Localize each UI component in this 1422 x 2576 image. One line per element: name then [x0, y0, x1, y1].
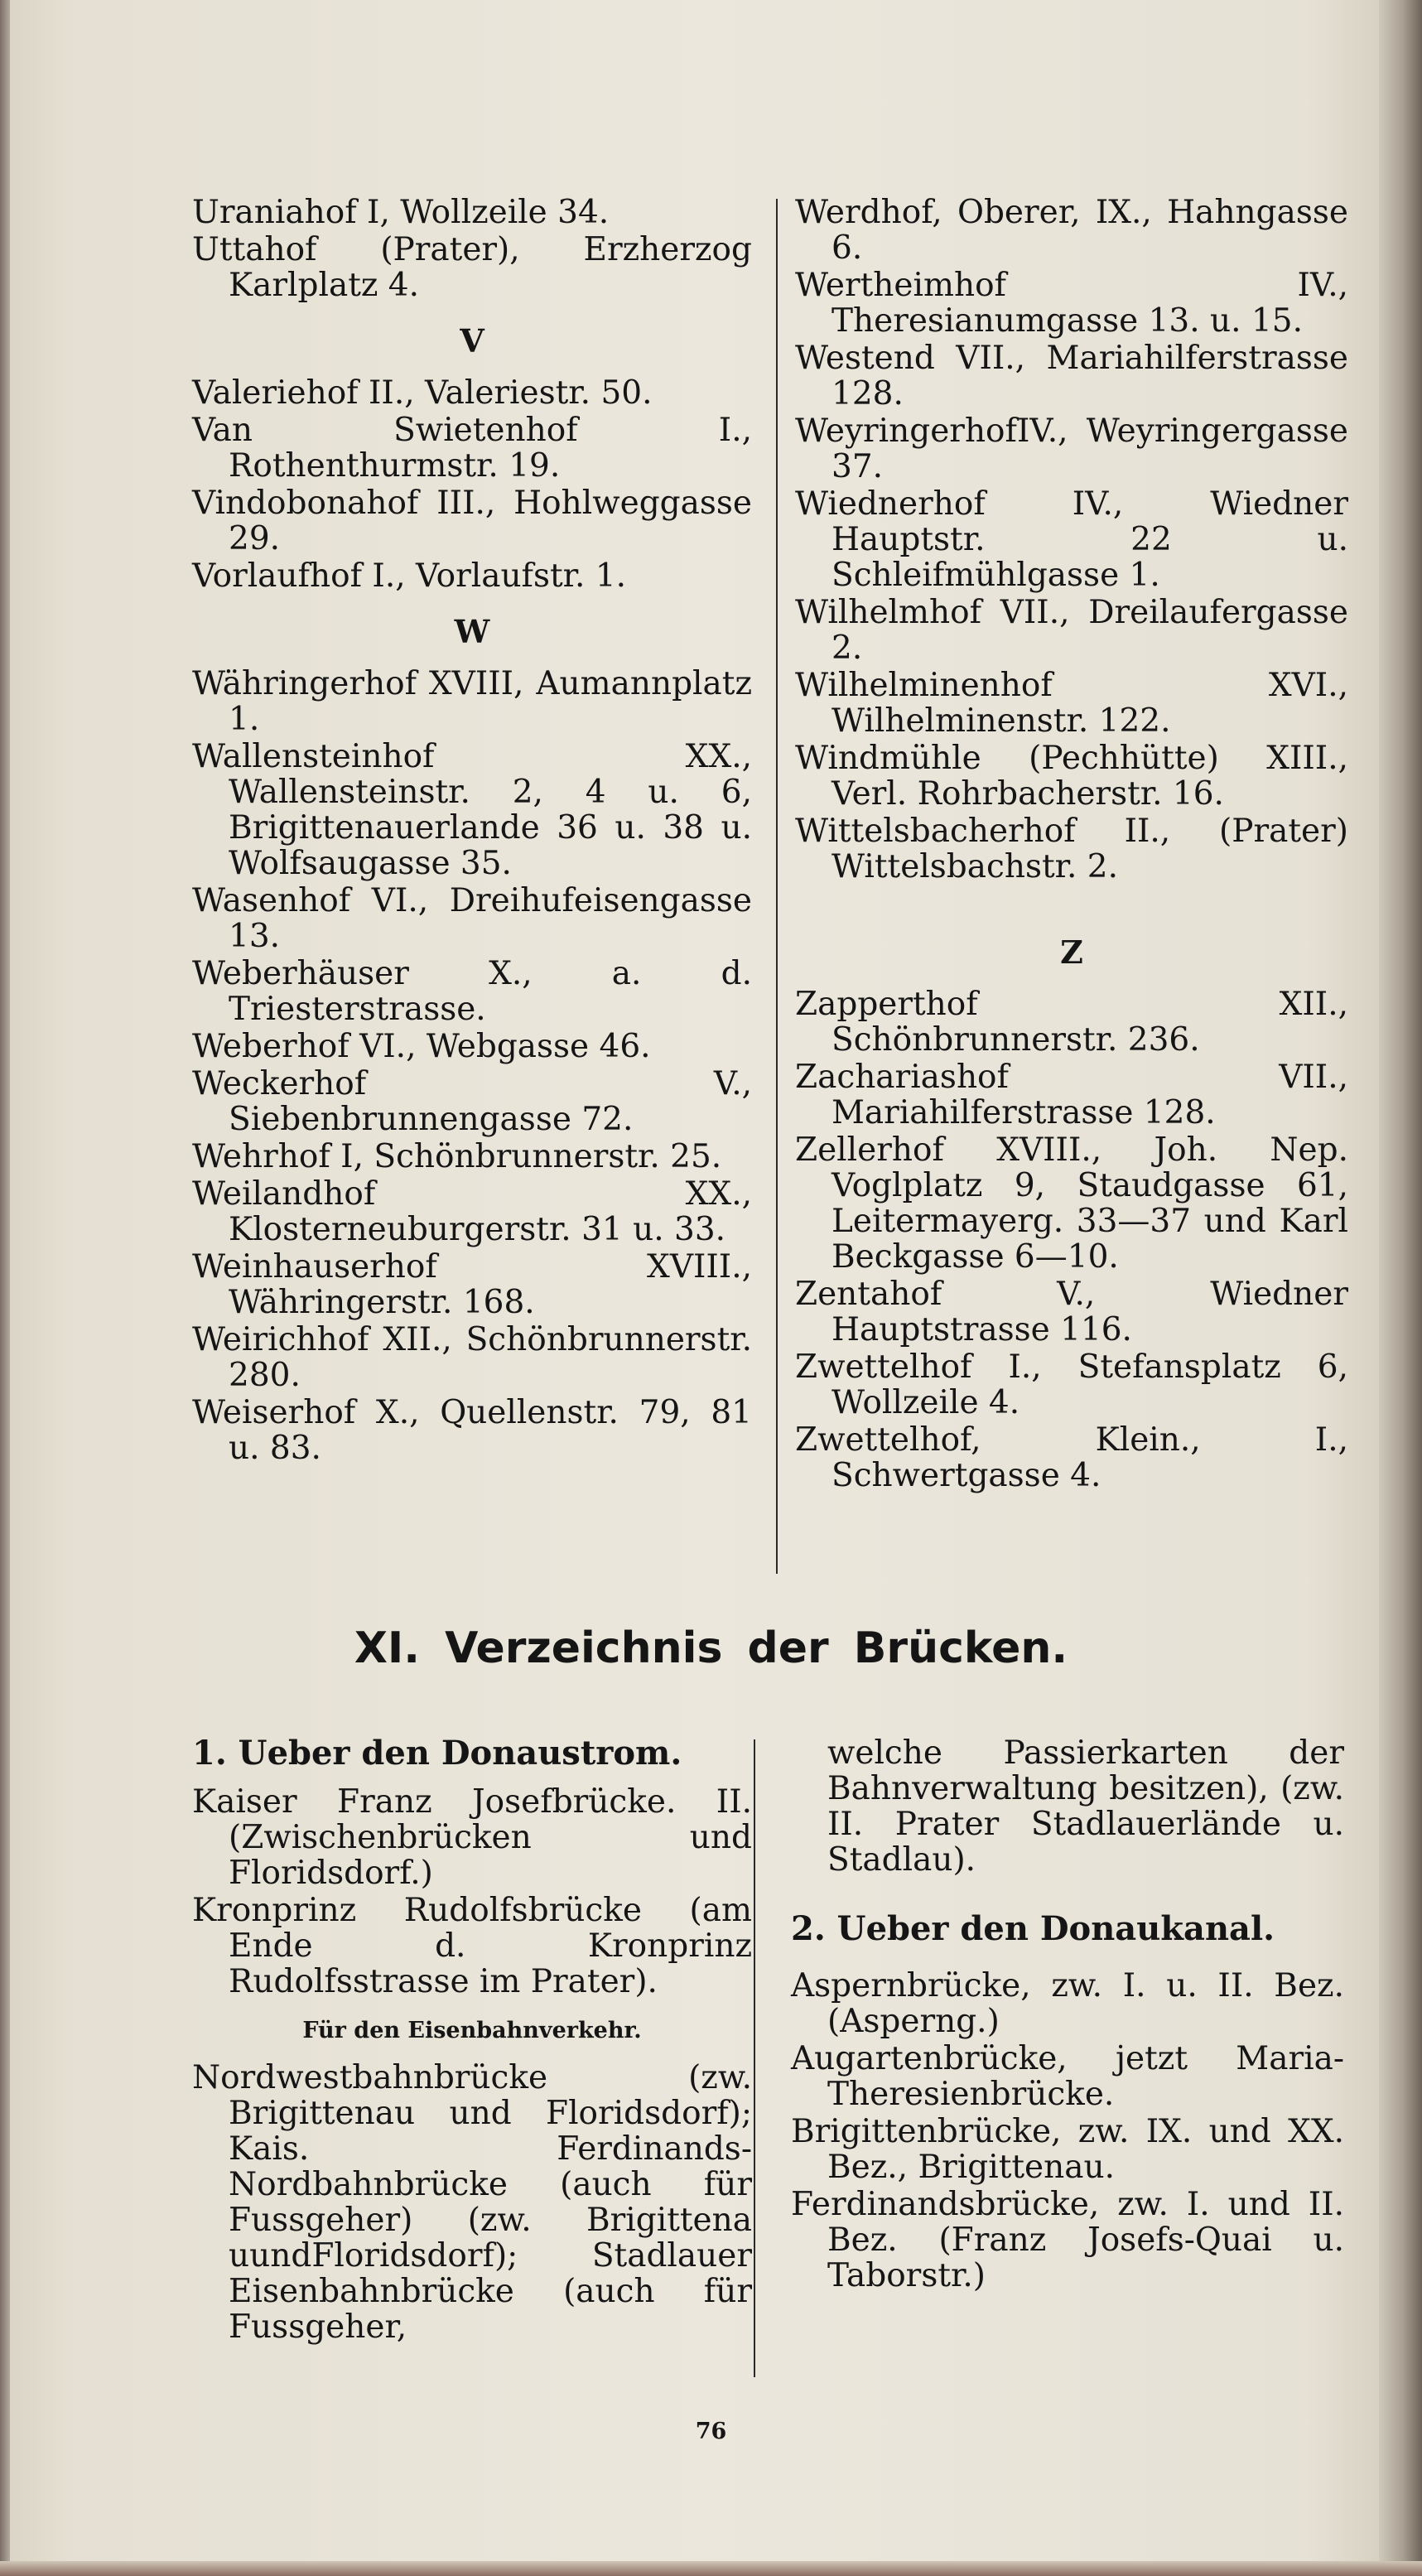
list-item: Westend VII., Mariahilferstrasse 128.: [795, 340, 1348, 412]
list-item: WeyringerhofIV., Weyringergasse 37.: [795, 412, 1348, 485]
list-item: Weilandhof XX., Klosterneuburgerstr. 31 u. 33.: [192, 1175, 752, 1248]
list-item: Weinhauserhof XVIII., Währingerstr. 168.: [192, 1248, 752, 1321]
list-item: Weberhof VI., Webgasse 46.: [192, 1028, 651, 1065]
top-left-column: [192, 195, 752, 1468]
list-item: Uraniahof I, Wollzeile 34.: [192, 194, 610, 231]
note-heading: Für den Eisenbahnverkehr.: [302, 2018, 642, 2043]
list-item: Ferdinandsbrücke, zw. I. und II. Bez. (Franz Josefs-Quai u. Taborstr.): [791, 2186, 1344, 2294]
subsection-heading: 2. Ueber den Donaukanal.: [791, 1909, 1275, 1948]
list-item: Kaiser Franz Josefbrücke. II. (Zwischenbrücken und Floridsdorf.): [192, 1783, 752, 1892]
subsection-heading: 1. Ueber den Donaustrom.: [192, 1734, 682, 1773]
list-item: Weberhäuser X., a. d. Triesterstrasse.: [192, 955, 752, 1028]
list-item: Brigittenbrücke, zw. IX. und XX. Bez., Brigittenau.: [791, 2113, 1344, 2186]
list-item: Weirichhof XII., Schönbrunnerstr. 280.: [192, 1321, 752, 1394]
letter-heading: V: [460, 322, 484, 359]
list-item: Van Swietenhof I., Rothenthurmstr. 19.: [192, 412, 752, 485]
list-item: Nordwestbahnbrücke (zw. Brigittenau und Floridsdorf); Kais. Ferdinands-Nordbahnbrücke (auch für Fussgeher) (zw. Brigittena uundFloridsdorf); Stadlauer Eisenbahnbrücke (auch für Fussgeher,: [192, 2059, 752, 2346]
list-item: Wilhelminenhof XVI., Wilhelminenstr. 122.: [795, 667, 1348, 740]
list-item: Vorlaufhof I., Vorlaufstr. 1.: [192, 557, 627, 595]
list-item: Uttahof (Prater), Erzherzog Karlplatz 4.: [192, 231, 752, 304]
column-divider-bottom: [754, 1739, 755, 2377]
letter-heading: Z: [1060, 933, 1083, 971]
list-item: Wasenhof VI., Dreihufeisengasse 13.: [192, 882, 752, 955]
list-item: Währingerhof XVIII, Aumannplatz 1.: [192, 665, 752, 738]
list-item: Zentahof V., Wiedner Hauptstrasse 116.: [795, 1276, 1348, 1348]
letter-heading: W: [454, 613, 490, 650]
continuation-text: welche Passierkarten der Bahnverwaltung besitzen), (zw. II. Prater Stadlauerlände u. Stadlau).: [827, 1734, 1344, 1879]
column-divider: [776, 199, 778, 1574]
list-item: Windmühle (Pechhütte) XIII., Verl. Rohrbacherstr. 16.: [795, 740, 1348, 813]
list-item: Werdhof, Oberer, IX., Hahngasse 6.: [795, 194, 1348, 267]
section-heading: XI. Verzeichnis der Brücken.: [354, 1623, 1068, 1673]
list-item: Vindobonahof III., Hohlweggasse 29.: [192, 485, 752, 557]
list-item: Wehrhof I, Schönbrunnerstr. 25.: [192, 1138, 722, 1175]
bottom-right-column: [791, 1735, 1344, 2295]
list-item: Wittelsbacherhof II., (Prater) Wittelsbachstr. 2.: [795, 813, 1348, 885]
list-item: Wiednerhof IV., Wiedner Hauptstr. 22 u. Schleifmühlgasse 1.: [795, 485, 1348, 594]
page-bottom-edge: [0, 2561, 1422, 2576]
list-item: Zapperthof XII., Schönbrunnerstr. 236.: [795, 986, 1348, 1059]
list-item: Wilhelmhof VII., Dreilaufergasse 2.: [795, 594, 1348, 667]
list-item: Augartenbrücke, jetzt Maria-Theresienbrücke.: [791, 2040, 1344, 2113]
list-item: Zachariashof VII., Mariahilferstrasse 128.: [795, 1059, 1348, 1131]
list-item: Weckerhof V., Siebenbrunnengasse 72.: [192, 1065, 752, 1138]
list-item: Kronprinz Rudolfsbrücke (am Ende d. Kronprinz Rudolfsstrasse im Prater).: [192, 1892, 752, 2000]
list-item: Zwettelhof I., Stefansplatz 6, Wollzeile 4.: [795, 1348, 1348, 1421]
list-item: Aspernbrücke, zw. I. u. II. Bez. (Asperng.): [791, 1967, 1344, 2040]
bottom-left-column: [192, 1735, 752, 2347]
list-item: Wallensteinhof XX., Wallensteinstr. 2, 4 u. 6, Brigittenauerlande 36 u. 38 u. Wolfsaugasse 35.: [192, 738, 752, 882]
page-right-edge: [1379, 0, 1422, 2576]
top-right-column: [795, 195, 1348, 1495]
list-item: Wertheimhof IV., Theresianumgasse 13. u. 15.: [795, 267, 1348, 340]
list-item: Valeriehof II., Valeriestr. 50.: [192, 374, 653, 412]
list-item: Zwettelhof, Klein., I., Schwertgasse 4.: [795, 1421, 1348, 1494]
list-item: Weiserhof X., Quellenstr. 79, 81 u. 83.: [192, 1394, 752, 1467]
page-left-edge: [0, 0, 10, 2576]
page-number: 76: [695, 2419, 727, 2444]
list-item: Zellerhof XVIII., Joh. Nep. Voglplatz 9, Staudgasse 61, Leitermayerg. 33—37 und Karl Beckgasse 6—10.: [795, 1131, 1348, 1276]
